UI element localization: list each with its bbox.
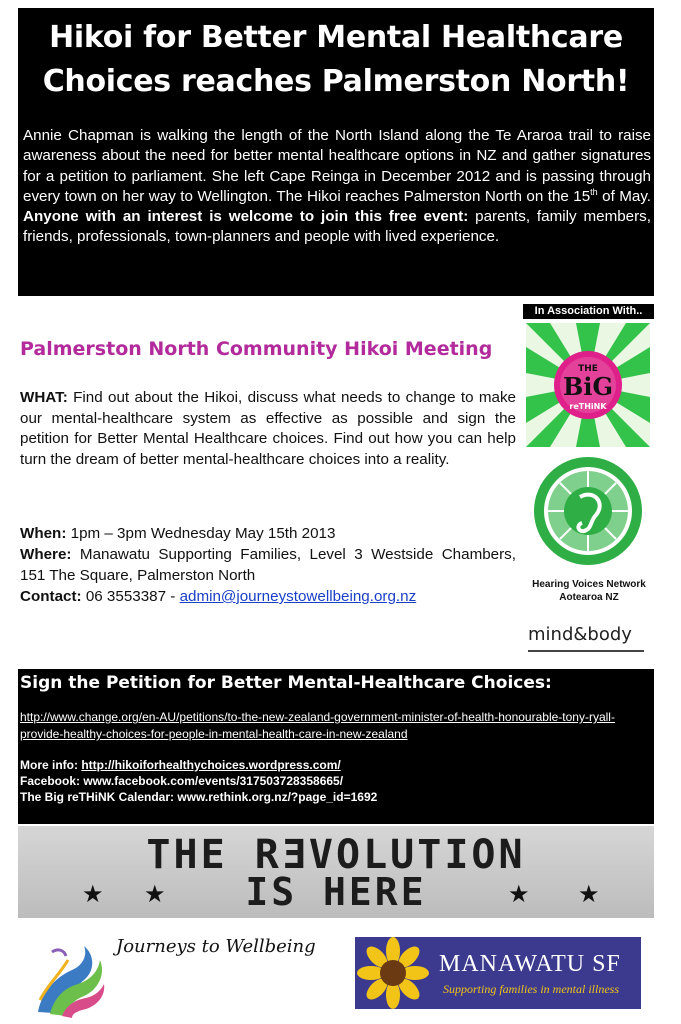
big-rethink-logo <box>526 323 650 447</box>
star-icon: ★ <box>144 881 166 908</box>
rethink-big: BiG <box>563 372 613 401</box>
contact-email-link[interactable]: admin@journeystowellbeing.org.nz <box>179 588 417 605</box>
mind-and-body-logo: mind&body <box>528 624 632 645</box>
revolution-banner <box>18 826 654 918</box>
star-icon: ★ <box>508 881 530 908</box>
rethink-the: THE <box>578 364 598 374</box>
what-text: Find out about the Hikoi, discuss what needs to change to make our mental-healthcare system as effective as possible and sign the petition for Better Mental Healthcare choices. Find out how you can help turn the dream of better mental-healthcare choices into a reality. <box>20 389 516 468</box>
headline-line-2: Choices reaches Palmerston North! <box>42 64 630 99</box>
journeys-to-wellbeing-text: Journeys to Wellbeing <box>116 936 316 957</box>
star-icon: ★ <box>578 881 600 908</box>
meeting-title: Palmerston North Community Hikoi Meeting <box>20 338 493 360</box>
rethink-rethink: reTHiNK <box>569 402 607 411</box>
intro-superscript: th <box>590 186 598 197</box>
manawatu-sf-title: MANAWATU SF <box>439 951 621 977</box>
hvn-caption <box>520 578 658 604</box>
journeys-to-wellbeing-logo <box>28 940 110 1020</box>
contact-row <box>20 586 516 607</box>
where-row <box>20 544 516 586</box>
contact-text: 06 3553387 - <box>81 588 180 605</box>
where-label: Where: <box>20 546 72 563</box>
when-text: 1pm – 3pm Wednesday May 15th 2013 <box>66 525 336 542</box>
hearing-voices-network-logo <box>532 455 644 567</box>
manawatu-sf-logo <box>355 937 641 1009</box>
petition-info <box>20 757 652 805</box>
hvn-caption-line-1: Hearing Voices Network <box>532 579 646 590</box>
petition-block <box>18 669 654 824</box>
headline-line-1: Hikoi for Better Mental Healthcare <box>49 20 623 55</box>
calendar-row: The Big reTHiNK Calendar: www.rethink.org.nz/?page_id=1692 <box>20 790 378 804</box>
when-row <box>20 523 516 544</box>
petition-link[interactable]: http://www.change.org/en-AU/petitions/to-the-new-zealand-government-minister-of-health-honourable-tony-ryall-provide-healthy-choices-for-people-in-mental-health-care-in-new-zealand <box>20 710 615 741</box>
association-label: In Association With.. <box>523 304 654 319</box>
header-banner <box>18 8 654 296</box>
more-info-label: More info: <box>20 758 82 772</box>
intro-paragraph <box>23 126 651 248</box>
intro-bold-invite: Anyone with an interest is welcome to join this free event: <box>23 208 469 226</box>
contact-label: Contact: <box>20 588 82 605</box>
more-info-row <box>20 757 652 773</box>
intro-text-3: parents, family members, friends, professionals, town-planners and people with lived experience. <box>23 208 651 246</box>
more-info-link[interactable]: http://hikoiforhealthychoices.wordpress.com/ <box>81 758 341 772</box>
sunflower-icon <box>355 937 431 1009</box>
when-label: When: <box>20 525 67 542</box>
revolution-line-1: THE RƎVOLUTION <box>146 832 526 878</box>
event-details <box>20 523 516 607</box>
mind-and-body-underline <box>528 650 644 652</box>
manawatu-sf-subtitle: Supporting families in mental illness <box>443 982 619 996</box>
what-label: WHAT: <box>20 389 68 406</box>
star-icon: ★ <box>82 881 104 908</box>
what-paragraph <box>20 388 516 470</box>
where-text: Manawatu Supporting Families, Level 3 Westside Chambers, 151 The Square, Palmerston North <box>20 546 516 584</box>
intro-text-2: of May. <box>597 187 651 205</box>
revolution-line-2: IS HERE <box>245 870 427 914</box>
facebook-row: Facebook: www.facebook.com/events/317503728358665/ <box>20 774 344 788</box>
petition-title: Sign the Petition for Better Mental-Healthcare Choices: <box>20 673 552 693</box>
intro-text-1: Annie Chapman is walking the length of the North Island along the Te Araroa trail to raise awareness about the need for better mental healthcare options in NZ and gather signatures for a petition to parliament. She left Cape Reinga in December 2012 and is passing through every town on her way to Wellington. The Hikoi reaches Palmerston North on the 15 <box>23 127 651 205</box>
hvn-caption-line-2: Aotearoa NZ <box>559 592 619 603</box>
